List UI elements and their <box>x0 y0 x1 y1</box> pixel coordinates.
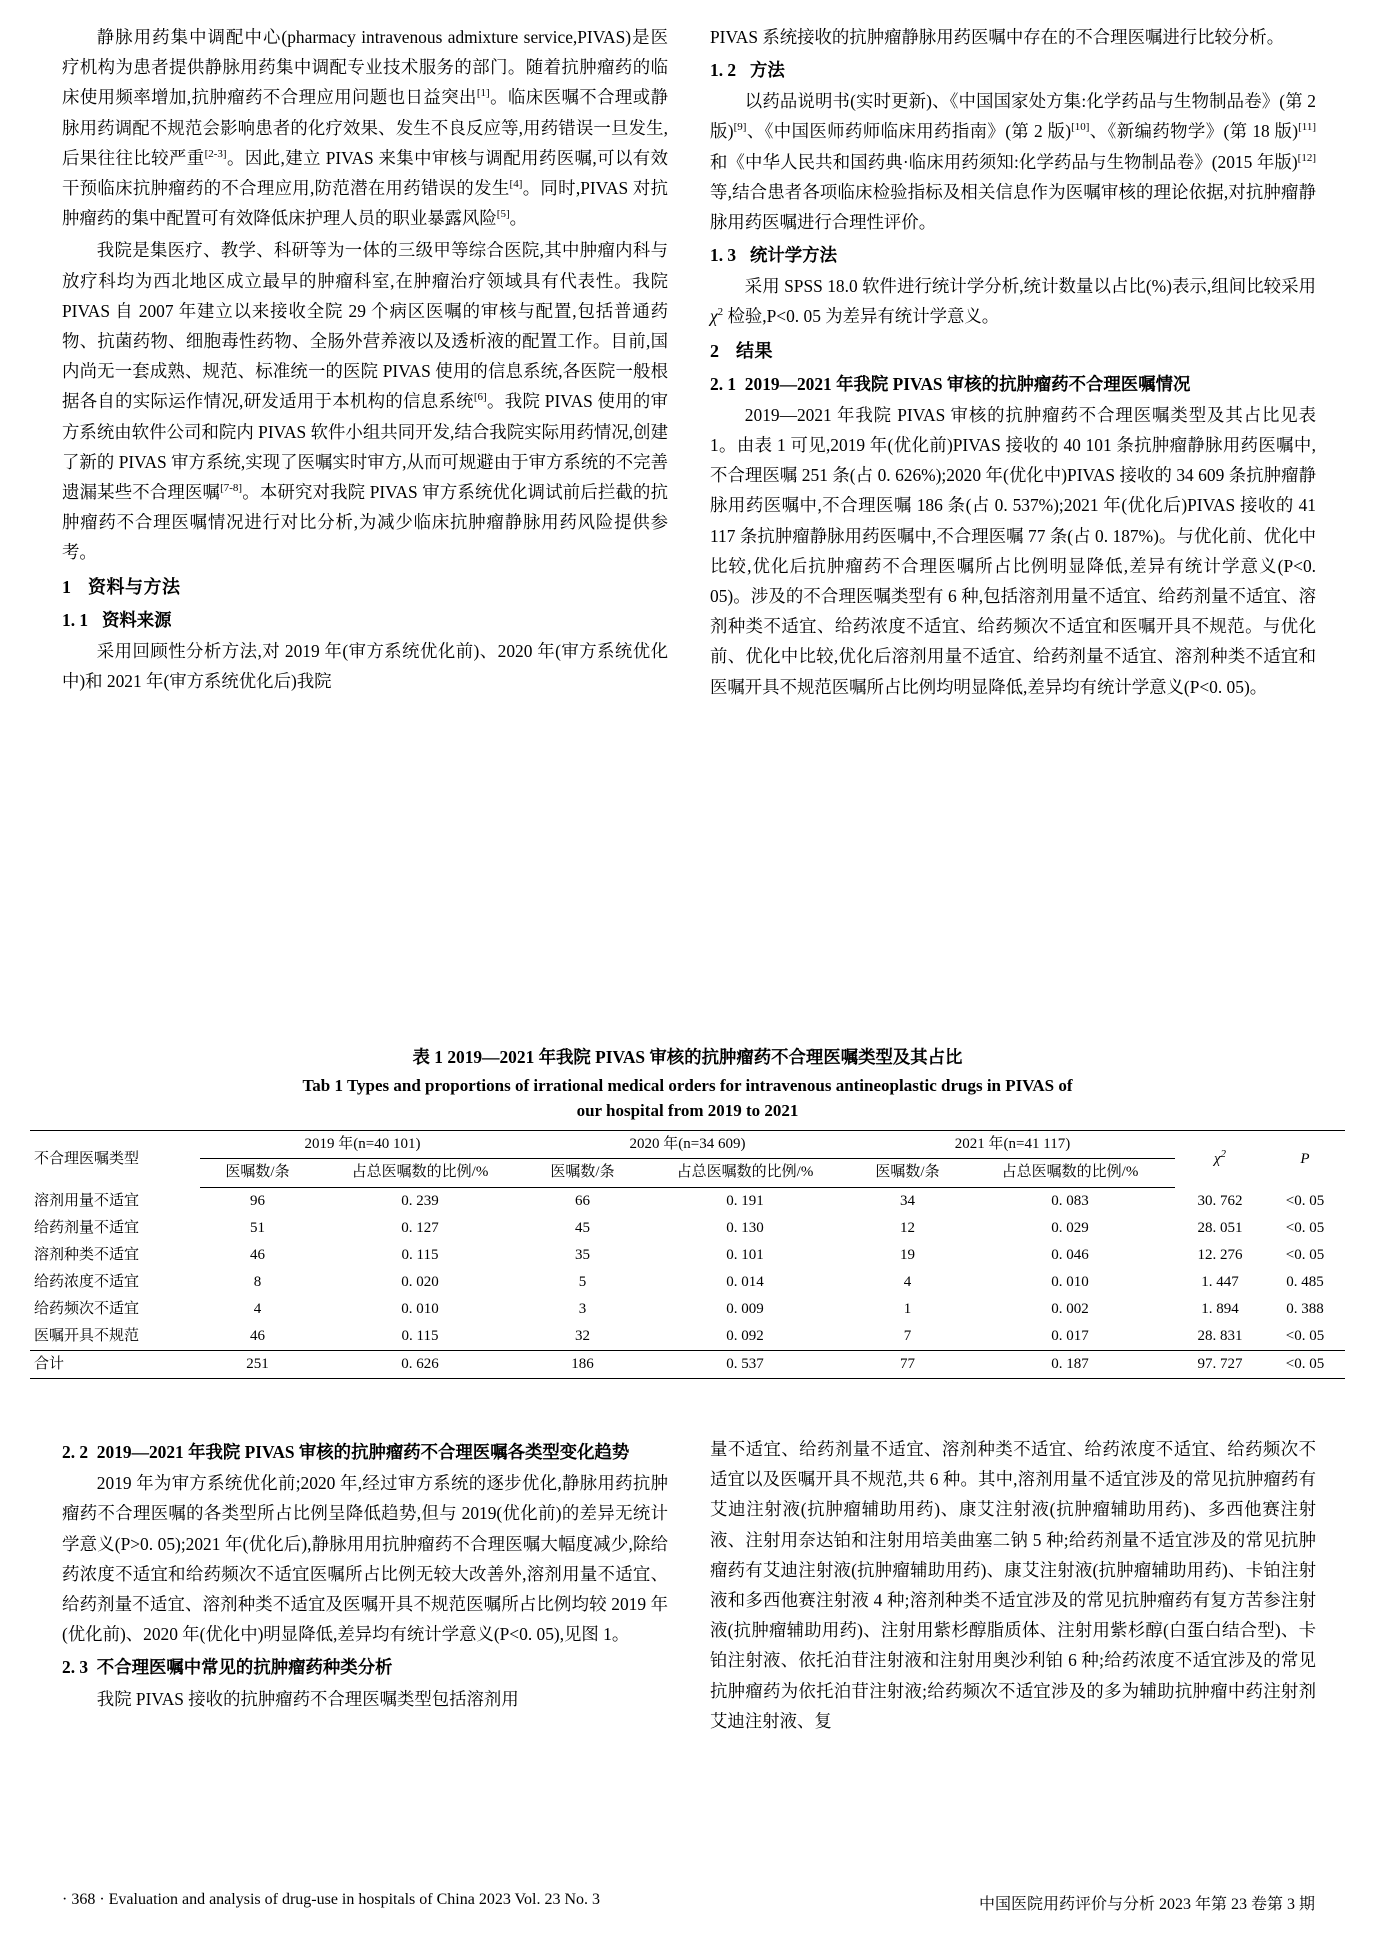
heading-2-3-number: 2. 3 <box>62 1657 89 1678</box>
header-year-2019: 2019 年(n=40 101) <box>200 1131 525 1159</box>
cell-2021-count: 7 <box>903 1328 912 1344</box>
cell-2020-count: 66 <box>575 1193 590 1209</box>
header-2019-count: 医嘱数/条 <box>200 1159 315 1188</box>
cell-2021-count: 12 <box>900 1220 915 1236</box>
heading-2-2-text: 2019—2021 年我院 PIVAS 审核的抗肿瘤药不合理医嘱各类型变化趋势 <box>96 1442 630 1462</box>
header-year-2021: 2021 年(n=41 117) <box>850 1131 1175 1159</box>
cell-2021-proportion: 0. 017 <box>1051 1328 1089 1344</box>
cell-2019-count: 46 <box>250 1328 265 1344</box>
heading-2-2-number: 2. 2 <box>62 1442 89 1462</box>
cell-2020-count: 3 <box>578 1301 587 1317</box>
cell-2021-proportion: 0. 046 <box>1051 1247 1089 1263</box>
header-2020-proportion: 占总医嘱数的比例/% <box>640 1159 850 1188</box>
header-2021-count: 医嘱数/条 <box>850 1159 965 1188</box>
footer-left: · 368 · Evaluation and analysis of drug-use in hospitals of China 2023 Vol. 23 No. 3 <box>62 1891 601 1908</box>
header-chi-square: $\chi^2$ <box>1175 1131 1265 1188</box>
cell-p: <0. 05 <box>1285 1328 1325 1344</box>
cell-2020-proportion: 0. 130 <box>726 1220 764 1236</box>
paragraph-right-top: PIVAS 系统接收的抗肿瘤静脉用药医嘱中存在的不合理医嘱进行比较分析。 <box>710 27 1285 47</box>
heading-1-2-methods <box>710 55 1316 85</box>
table-title-en-line1: Tab 1 Types and proportions of irrational medical orders for intravenous antineoplastic drugs in PIVAS of <box>302 1076 1073 1095</box>
heading-1-3-text: 统计学方法 <box>750 245 837 266</box>
page-footer <box>30 1891 1345 1914</box>
cell-2020-proportion: 0. 014 <box>726 1274 764 1290</box>
paragraph-2-2: 2019 年为审方系统优化前;2020 年,经过审方系统的逐步优化,静脉用药抗肿瘤药不合理医嘱的各类型所占比例呈降低趋势,但与 2019(优化前)的差异无统计学意义(P>0. 05);2021 年(优化后),静脉用用抗肿瘤药不合理医嘱大幅度减少,除给药浓度不适宜和给药频次不适宜医嘱所占比例无较大改善外,溶剂用量不适宜、给药剂量不适宜、溶剂种类不适宜及医嘱开具不规范医嘱所占比例均较 2019 年(优化前)、2020 年(优化中)明显降低,差异均有统计学意义(P<0. 05),见图 1。 <box>62 1473 668 1645</box>
heading-1-2-number: 1. 2 <box>710 60 737 81</box>
top-two-column-layout <box>62 22 1317 704</box>
cell-2021-proportion: 0. 187 <box>965 1351 1175 1379</box>
bottom-left-column <box>62 1434 668 1738</box>
table-header-group-row <box>30 1131 1345 1159</box>
cell-chi: 28. 051 <box>1197 1220 1243 1236</box>
cell-chi: 97. 727 <box>1175 1351 1265 1379</box>
cell-2021-proportion: 0. 010 <box>1051 1274 1089 1290</box>
table-row-total <box>30 1351 1345 1379</box>
table-row <box>30 1269 1345 1296</box>
cell-2021-count: 19 <box>900 1247 915 1263</box>
left-column <box>62 22 668 704</box>
cell-2021-count: 34 <box>900 1193 915 1209</box>
header-2021-proportion: 占总医嘱数的比例/% <box>965 1159 1175 1188</box>
heading-1-3-statistics <box>710 240 1316 270</box>
table-row <box>30 1296 1345 1323</box>
heading-1-3-number: 1. 3 <box>710 245 737 266</box>
cell-p: <0. 05 <box>1265 1351 1345 1379</box>
heading-2-text: 结果 <box>736 340 773 361</box>
paragraph-1-2: 以药品说明书(实时更新)、《中国国家处方集:化学药品与生物制品卷》(第 2 版)[9]、《中国医师药师临床用药指南》(第 2 版)[10]、《新编药物学》(第 18 版)[11]和《中华人民共和国药典·临床用药须知:化学药品与生物制品卷》(2015 年版)[12]等,结合患者各项临床检验指标及相关信息作为医嘱审核的理论依据,对抗肿瘤静脉用药医嘱进行合理性评价。 <box>710 91 1316 233</box>
heading-2-3-text: 不合理医嘱中常见的抗肿瘤药种类分析 <box>96 1657 393 1678</box>
table-header-sub-row <box>30 1159 1345 1188</box>
paragraph-bottom-right: 量不适宜、给药剂量不适宜、溶剂种类不适宜、给药浓度不适宜、给药频次不适宜以及医嘱开具不规范,共 6 种。其中,溶剂用量不适宜涉及的常见抗肿瘤药有艾迪注射液(抗肿瘤辅助用药)、康艾注射液(抗肿瘤辅助用药)、多西他赛注射液、注射用奈达铂和注射用培美曲塞二钠 5 种;给药剂量不适宜涉及的常见抗肿瘤药有艾迪注射液(抗肿瘤辅助用药)、康艾注射液(抗肿瘤辅助用药)、卡铂注射液和多西他赛注射液 4 种;溶剂种类不适宜涉及的常见抗肿瘤药有复方苦参注射液(抗肿瘤辅助用药)、注射用紫杉醇脂质体、注射用紫杉醇(白蛋白结合型)、卡铂注射液、依托泊苷注射液和注射用奥沙利铂 6 种;给药浓度不适宜涉及的常见抗肿瘤药为依托泊苷注射液;给药频次不适宜涉及的多为辅助抗肿瘤中药注射剂艾迪注射液、复 <box>710 1439 1316 1731</box>
bottom-two-column-layout <box>62 1434 1317 1738</box>
heading-1-text: 资料与方法 <box>88 576 181 597</box>
table-row <box>30 1188 1345 1216</box>
table-row <box>30 1323 1345 1351</box>
right-column <box>710 22 1316 704</box>
header-p-value: P <box>1265 1131 1345 1188</box>
table-1-block <box>30 1043 1345 1379</box>
cell-chi: 1. 447 <box>1201 1274 1239 1290</box>
heading-1-1-text: 资料来源 <box>102 609 172 630</box>
heading-1-2-text: 方法 <box>750 60 785 81</box>
bottom-right-column <box>710 1434 1316 1738</box>
heading-1-1-data-source <box>62 605 668 635</box>
heading-2-3 <box>62 1652 668 1682</box>
cell-2020-count: 32 <box>575 1328 590 1344</box>
heading-1-number: 1 <box>62 576 72 597</box>
cell-2019-count: 96 <box>250 1193 265 1209</box>
cell-type: 医嘱开具不规范 <box>34 1328 140 1344</box>
heading-2-results <box>710 336 1316 366</box>
cell-2019-proportion: 0. 626 <box>315 1351 525 1379</box>
heading-2-1-number: 2. 1 <box>710 373 737 394</box>
cell-2020-proportion: 0. 191 <box>726 1193 764 1209</box>
cell-type: 给药剂量不适宜 <box>34 1220 140 1236</box>
cell-2020-count: 45 <box>575 1220 590 1236</box>
cell-chi: 12. 276 <box>1197 1247 1243 1263</box>
footer-right: 中国医院用药评价与分析 2023 年第 23 卷第 3 期 <box>978 1896 1315 1913</box>
cell-2020-proportion: 0. 537 <box>640 1351 850 1379</box>
heading-1-materials-methods <box>62 572 668 602</box>
paragraph-intro-2: 我院是集医疗、教学、科研等为一体的三级甲等综合医院,其中肿瘤内科与放疗科均为西北地区成立最早的肿瘤科室,在肿瘤治疗领域具有代表性。我院 PIVAS 自 2007 年建立以来接收全院 29 个病区医嘱的审核与配置,包括普通药物、抗菌药物、细胞毒性药物、全肠外营养液以及透析液的配置工作。目前,国内尚无一套成熟、规范、标准统一的医院 PIVAS 使用的信息系统,各医院一般根据各自的实际运作情况,研发适用于本机构的信息系统[6]。我院 PIVAS 使用的审方系统由软件公司和院内 PIVAS 软件小组共同开发,结合我院实际用药情况,创建了新的 PIVAS 审方系统,实现了医嘱实时审方,从而可规避由于审方系统的不完善遗漏某些不合理医嘱[7-8]。本研究对我院 PIVAS 审方系统优化调试前后拦截的抗肿瘤药不合理医嘱情况进行对比分析,为减少临床抗肿瘤静脉用药风险提供参考。 <box>62 240 668 563</box>
cell-p: 0. 388 <box>1286 1301 1324 1317</box>
paragraph-intro-1: 静脉用药集中调配中心(pharmacy intravenous admixture service,PIVAS)是医疗机构为患者提供静脉用药集中调配专业技术服务的部门。随着抗肿瘤药的临床使用频率增加,抗肿瘤药不合理应用问题也日益突出[1]。临床医嘱不合理或静脉用药调配不规范会影响患者的化疗效果、发生不良反应等,用药错误一旦发生,后果往往比较严重[2-3]。因此,建立 PIVAS 来集中审核与调配用药医嘱,可以有效干预临床抗肿瘤药的不合理应用,防范潜在用药错误的发生[4]。同时,PIVAS 对抗肿瘤药的集中配置可有效降低床护理人员的职业暴露风险[5]。 <box>62 27 668 229</box>
cell-2019-proportion: 0. 127 <box>401 1220 439 1236</box>
cell-p: 0. 485 <box>1286 1274 1324 1290</box>
cell-2020-proportion: 0. 009 <box>726 1301 764 1317</box>
cell-type: 给药频次不适宜 <box>34 1301 140 1317</box>
cell-2019-count: 46 <box>250 1247 265 1263</box>
paragraph-1-1: 采用回顾性分析方法,对 2019 年(审方系统优化前)、2020 年(审方系统优化中)和 2021 年(审方系统优化后)我院 <box>62 640 668 691</box>
paragraph-1-3: 采用 SPSS 18.0 软件进行统计学分析,统计数量以占比(%)表示,组间比较采用$\chi^2$ 检验,P<0. 05 为差异有统计学意义。 <box>710 276 1316 327</box>
cell-2019-proportion: 0. 020 <box>401 1274 439 1290</box>
cell-2020-count: 35 <box>575 1247 590 1263</box>
paragraph-2-3: 我院 PIVAS 接收的抗肿瘤药不合理医嘱类型包括溶剂用 <box>96 1688 519 1709</box>
heading-2-1-text: 2019—2021 年我院 PIVAS 审核的抗肿瘤药不合理医嘱情况 <box>744 373 1191 394</box>
cell-p: <0. 05 <box>1285 1220 1325 1236</box>
heading-1-1-number: 1. 1 <box>62 609 89 630</box>
cell-2021-proportion: 0. 083 <box>1051 1193 1089 1209</box>
cell-2020-proportion: 0. 092 <box>726 1328 764 1344</box>
cell-type: 溶剂种类不适宜 <box>34 1247 140 1263</box>
table-row <box>30 1215 1345 1242</box>
cell-2019-count: 51 <box>250 1220 265 1236</box>
header-year-2020: 2020 年(n=34 609) <box>525 1131 850 1159</box>
cell-type: 合计 <box>30 1351 200 1379</box>
heading-2-number: 2 <box>710 340 720 361</box>
cell-chi: 30. 762 <box>1197 1192 1243 1209</box>
cell-chi: 1. 894 <box>1201 1301 1239 1317</box>
cell-2019-proportion: 0. 239 <box>401 1193 439 1209</box>
header-2020-count: 医嘱数/条 <box>525 1159 640 1188</box>
cell-2019-count: 251 <box>200 1351 315 1379</box>
cell-2021-proportion: 0. 002 <box>1051 1301 1089 1317</box>
cell-p: <0. 05 <box>1285 1247 1325 1263</box>
table-1 <box>30 1130 1345 1379</box>
heading-2-2 <box>62 1437 668 1467</box>
cell-chi: 28. 831 <box>1197 1328 1243 1344</box>
cell-2019-count: 4 <box>253 1301 262 1317</box>
cell-type: 溶剂用量不适宜 <box>34 1192 140 1209</box>
cell-p: <0. 05 <box>1285 1192 1325 1209</box>
table-title-en-line2: our hospital from 2019 to 2021 <box>576 1101 799 1120</box>
cell-2019-proportion: 0. 115 <box>401 1328 439 1344</box>
header-order-type: 不合理医嘱类型 <box>30 1131 200 1188</box>
cell-2019-count: 8 <box>253 1274 262 1290</box>
paragraph-2-1: 2019—2021 年我院 PIVAS 审核的抗肿瘤药不合理医嘱类型及其占比见表 1。由表 1 可见,2019 年(优化前)PIVAS 接收的 40 101 条抗肿瘤静脉用药医嘱中,不合理医嘱 251 条(占 0. 626%);2020 年(优化中)PIVAS 接收的 34 609 条抗肿瘤静脉用药医嘱中,不合理医嘱 186 条(占 0. 537%);2021 年(优化后)PIVAS 接收的 41 117 条抗肿瘤静脉用药医嘱中,不合理医嘱 77 条(占 0. 187%)。与优化前、优化中比较,优化后抗肿瘤药不合理医嘱所占比例明显降低,差异有统计学意义(P<0. 05)。涉及的不合理医嘱类型有 6 种,包括溶剂用量不适宜、给药剂量不适宜、溶剂种类不适宜、给药浓度不适宜、给药频次不适宜和医嘱开具不规范。与优化前、优化中比较,优化后溶剂用量不适宜、给药剂量不适宜、溶剂种类不适宜和医嘱开具不规范医嘱所占比例均明显降低,差异均有统计学意义(P<0. 05)。 <box>710 404 1316 697</box>
cell-2020-count: 5 <box>578 1274 587 1290</box>
cell-2020-count: 186 <box>525 1351 640 1379</box>
cell-2020-proportion: 0. 101 <box>726 1247 764 1263</box>
cell-2019-proportion: 0. 010 <box>401 1301 439 1317</box>
header-2019-proportion: 占总医嘱数的比例/% <box>315 1159 525 1188</box>
cell-type: 给药浓度不适宜 <box>34 1274 140 1290</box>
cell-2019-proportion: 0. 115 <box>401 1247 439 1263</box>
cell-2021-count: 4 <box>903 1274 912 1290</box>
table-title-cn: 表 1 2019—2021 年我院 PIVAS 审核的抗肿瘤药不合理医嘱类型及其占比 <box>412 1047 963 1067</box>
heading-2-1 <box>710 369 1316 399</box>
table-row <box>30 1242 1345 1269</box>
cell-2021-count: 77 <box>850 1351 965 1379</box>
cell-2021-count: 1 <box>903 1301 912 1317</box>
cell-2021-proportion: 0. 029 <box>1051 1220 1089 1236</box>
